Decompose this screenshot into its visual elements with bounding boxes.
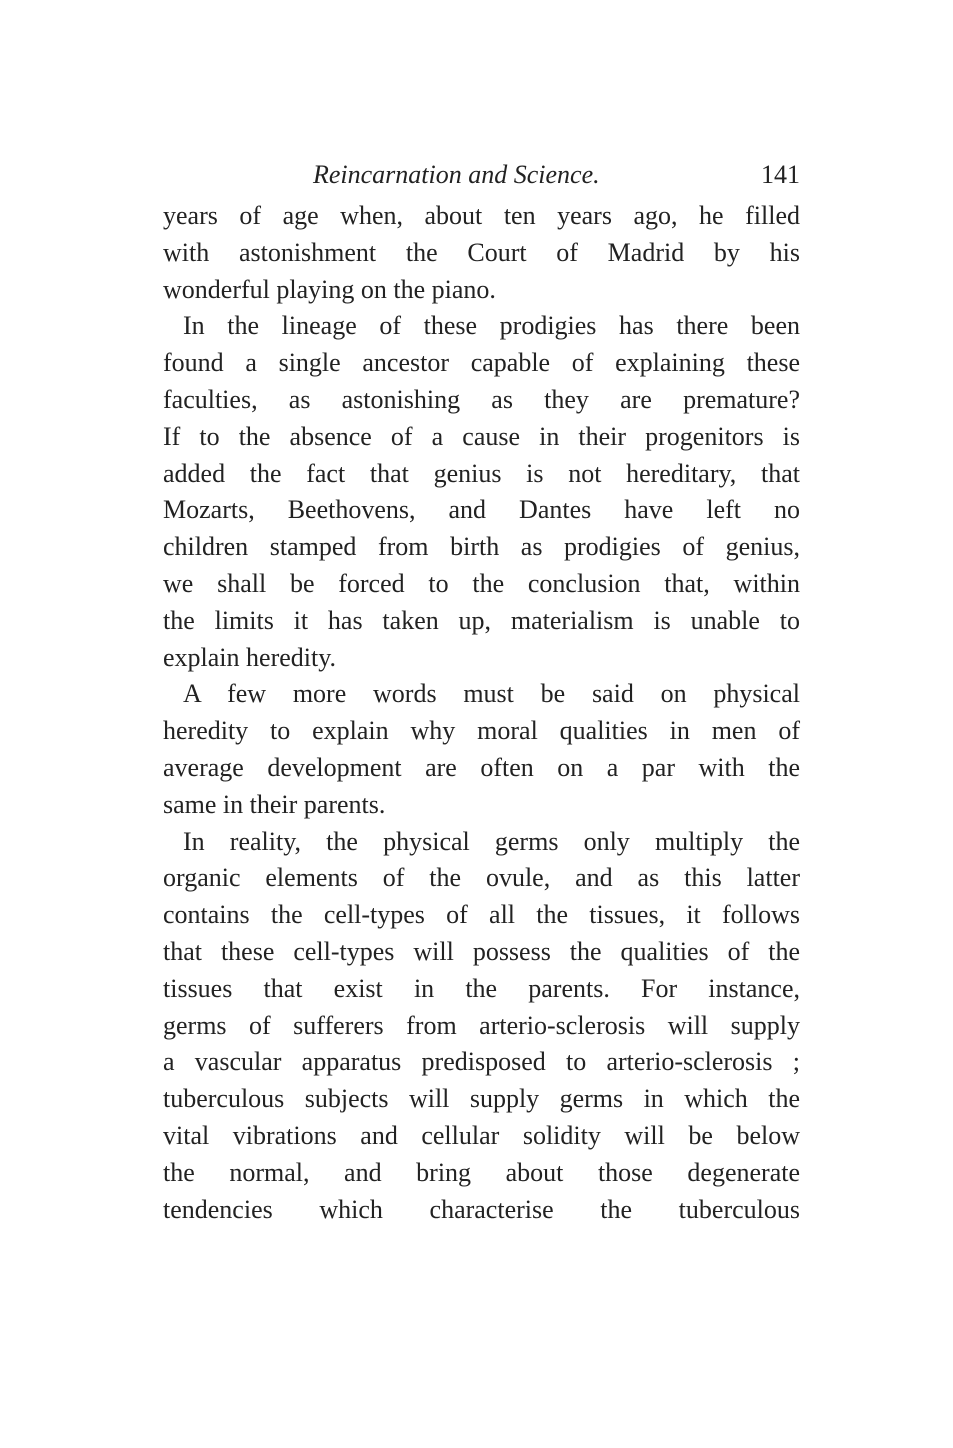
text-line: tendencies which characterise the tuberculous [163, 1194, 800, 1224]
text-line: vital vibrations and cellular solidity will be below [163, 1120, 800, 1150]
text-line: faculties, as astonishing as they are premature? [163, 384, 800, 414]
body-text [163, 198, 800, 1228]
text-line: tuberculous subjects will supply germs in which the [163, 1084, 800, 1114]
text-line: Mozarts, Beethovens, and Dantes have left no [163, 495, 800, 525]
text-line: If to the absence of a cause in their progenitors is [163, 421, 800, 451]
text-line: In reality, the physical germs only multiply the [183, 826, 800, 856]
text-line: found a single ancestor capable of explaining these [163, 348, 800, 378]
text-line: added the fact that genius is not hereditary, that [163, 458, 800, 488]
text-line: that these cell-types will possess the qualities of the [163, 936, 800, 966]
text-line: heredity to explain why moral qualities in men of [163, 716, 800, 746]
text-line: the limits it has taken up, materialism is unable to [163, 605, 800, 635]
text-line: tissues that exist in the parents. For instance, [163, 973, 800, 1003]
text-line: contains the cell-types of all the tissues, it follows [163, 900, 800, 930]
text-line: wonderful playing on the piano. [163, 274, 496, 304]
text-line: with astonishment the Court of Madrid by his [163, 237, 800, 267]
text-line: average development are often on a par with the [163, 752, 800, 782]
text-line: organic elements of the ovule, and as this latter [163, 863, 800, 893]
text-line: we shall be forced to the conclusion that, within [163, 568, 800, 598]
text-line: A few more words must be said on physical [183, 679, 800, 709]
text-line: the normal, and bring about those degenerate [163, 1157, 800, 1187]
text-line: explain heredity. [163, 642, 337, 672]
text-line: same in their parents. [163, 789, 386, 819]
text-line: In the lineage of these prodigies has there been [183, 311, 800, 341]
text-line: years of age when, about ten years ago, he filled [163, 201, 800, 230]
text-line: germs of sufferers from arterio-sclerosis will supply [163, 1010, 800, 1040]
text-line: a vascular apparatus predisposed to arterio-sclerosis ; [163, 1047, 800, 1077]
page-number: 141 [761, 160, 800, 189]
text-line: children stamped from birth as prodigies of genius, [163, 532, 800, 562]
running-title: Reincarnation and Science. [313, 160, 600, 189]
page-header [163, 160, 800, 196]
